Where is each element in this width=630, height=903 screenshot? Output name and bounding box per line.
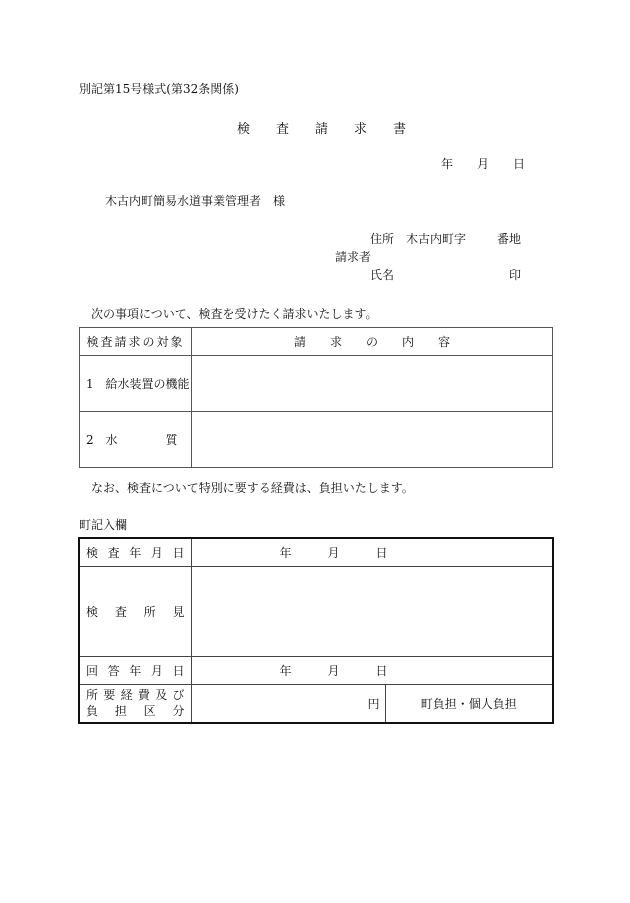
- name-label: 氏名: [370, 268, 395, 282]
- reply-date-label-cell: [79, 656, 191, 684]
- document-title: 検 査 請 求 書: [237, 122, 407, 137]
- cost-label-line1: 所 要 経 費 及 び: [86, 688, 185, 703]
- request-table: [79, 327, 553, 468]
- request-row-water-device: [80, 356, 553, 412]
- request-row-water-quality: [80, 412, 553, 468]
- lot-label: 番地: [497, 232, 522, 246]
- header-target-cell: 検査請求の対象: [80, 328, 192, 356]
- row2-label-cell: [80, 412, 192, 468]
- note-text: なお、検査について特別に要する経費は、負担いたします。: [91, 481, 414, 495]
- inspection-findings-row: [79, 566, 553, 656]
- office-section-title: 町記入欄: [79, 518, 128, 532]
- seal-label: 印: [509, 268, 522, 282]
- row2-content-field[interactable]: [192, 412, 553, 468]
- form-reference: 別記第15号様式(第32条関係): [79, 82, 239, 96]
- office-use-table: [78, 537, 554, 724]
- inspection-date-label: 検 査 年 月 日: [86, 545, 185, 560]
- addressee: 木古内町簡易水道事業管理者 様: [105, 194, 286, 208]
- inspection-date-field[interactable]: 年 月 日: [191, 538, 553, 566]
- inspection-findings-label: 検 査 所 見: [86, 604, 185, 619]
- inspection-findings-field[interactable]: [191, 566, 553, 656]
- address-label: 住所: [370, 232, 395, 246]
- row1-content-field[interactable]: [192, 356, 553, 412]
- row1-label: 給水装置の機能: [105, 377, 190, 391]
- inspection-findings-label-cell: [79, 566, 191, 656]
- intro-text: 次の事項について、検査を受けたく請求いたします。: [91, 307, 378, 321]
- cost-label-line2: 負 担 区 分: [86, 704, 185, 719]
- burden-division-cell[interactable]: 町負担・個人負担: [385, 684, 553, 723]
- reply-date-row: [79, 656, 553, 684]
- date-line: 年 月 日: [441, 157, 526, 171]
- inspection-date-row: [79, 538, 553, 566]
- cost-row: [79, 684, 553, 723]
- reply-date-field[interactable]: 年 月 日: [191, 656, 553, 684]
- row1-label-cell: [80, 356, 192, 412]
- cost-label-cell: [79, 684, 191, 723]
- request-table-header-row: [80, 328, 553, 356]
- row2-number: 2: [86, 433, 94, 447]
- row2-label: 水 質: [105, 433, 178, 447]
- address-value: 木古内町字: [406, 232, 467, 246]
- requester-label: 請求者: [335, 250, 372, 264]
- inspection-date-label-cell: [79, 538, 191, 566]
- reply-date-label: 回 答 年 月 日: [86, 663, 185, 678]
- row1-number: 1: [86, 377, 94, 391]
- header-content-cell: 請 求 の 内 容: [192, 328, 553, 356]
- cost-amount-field[interactable]: 円: [191, 684, 385, 723]
